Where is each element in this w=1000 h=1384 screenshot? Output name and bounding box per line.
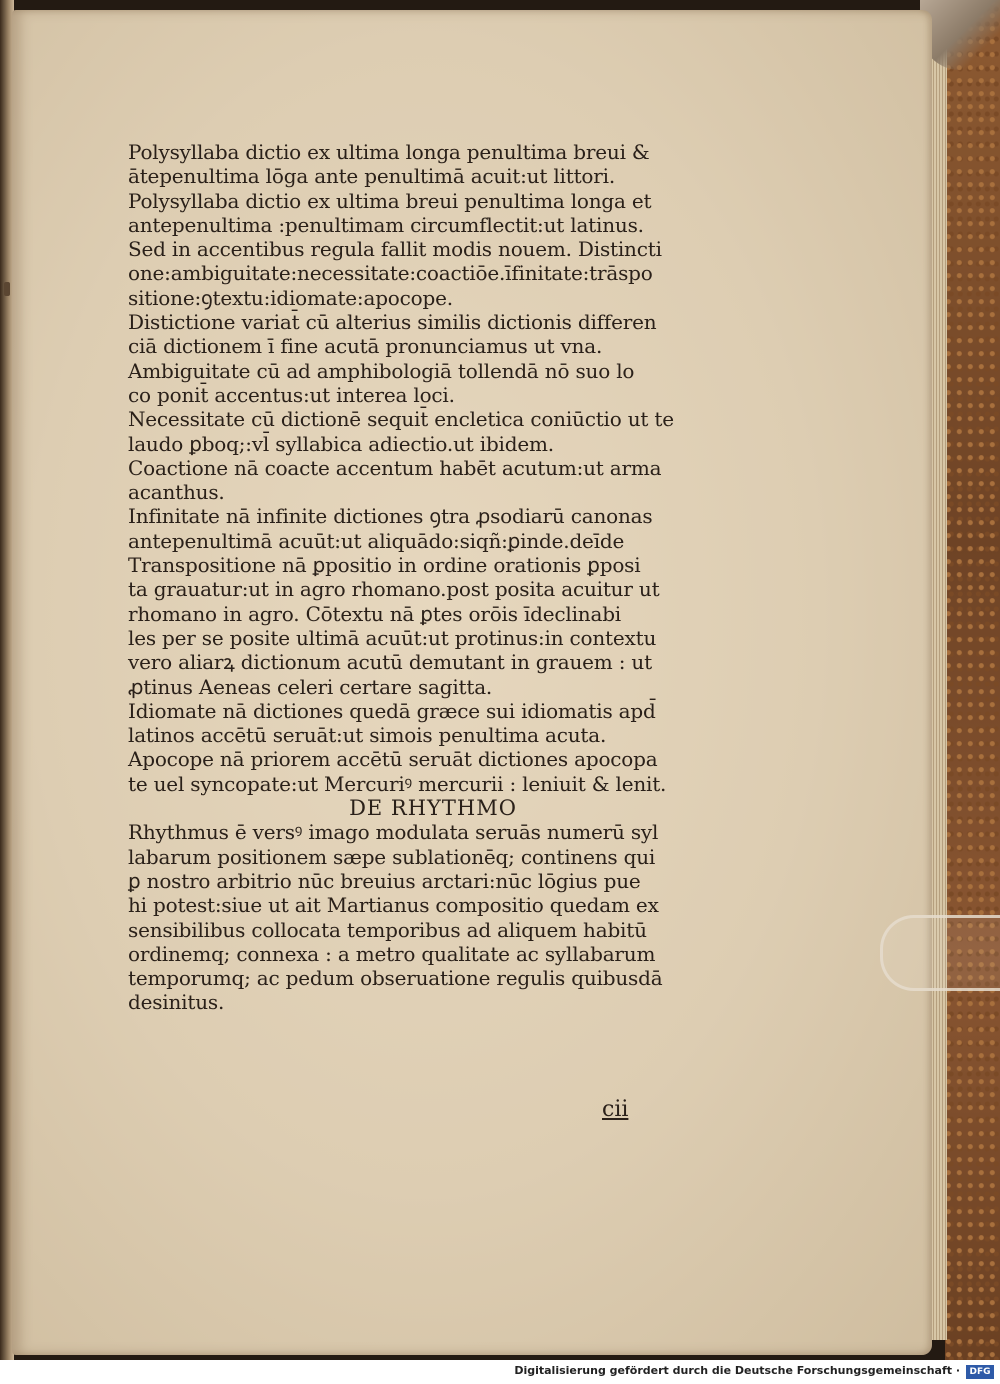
page-clip — [880, 915, 1000, 991]
left-margin-mark — [4, 282, 10, 296]
text-line: Idiomate nā dictiones quedā græce sui idiomatis apd̄ — [128, 698, 656, 723]
text-line: temporumq; ac pedum obseruatione regulis quibusdā — [128, 966, 663, 991]
text-line: Coactione nā coacte accentum habēt acutum:ut arma — [128, 455, 662, 480]
text-line: Distictione variat̄ cū alterius similis dictionis differen — [128, 310, 657, 335]
text-line: ꝓtinus Aeneas celeri certare sagitta. — [128, 674, 493, 699]
text-line: les per se posite ultimā acuūt:ut protinus:in contextu — [128, 625, 657, 650]
text-line: ordinemq; connexa : a metro qualitate ac syllabarum — [128, 941, 656, 966]
text-line: ātepenultima lōga ante penultimā acuit:ut littori. — [128, 164, 615, 189]
text-line: sitione:ꝯtextu:idiomate:apocope. — [128, 285, 453, 310]
text-line: co ponit̄ accentus:ut interea loci. — [128, 382, 455, 407]
text-line: Polysyllaba dictio ex ultima breui penultima longa et — [128, 188, 652, 213]
text-line: Transpositione nā ꝑpositio in ordine orationis ꝑposi — [128, 553, 641, 578]
text-line: acanthus. — [128, 480, 225, 505]
text-line: Necessitate cū dictionē sequit̄ encletica coniūctio ut te — [128, 407, 674, 432]
cover-corner — [920, 0, 1000, 70]
text-line: desinitus. — [128, 990, 225, 1015]
text-line: te uel syncopate:ut Mercuriꝰ mercurii : leniuit & lenit. — [128, 771, 667, 796]
text-line: latinos accētū seruāt:ut simois penultima acuta. — [128, 723, 607, 748]
text-line: sensibilibus collocata temporibus ad aliquem habitū — [128, 917, 647, 942]
text-line: Infinitate nā infinite dictiones ꝯtra ꝓsodiarū canonas — [128, 504, 653, 529]
text-line: Ambiguitate cū ad amphibologiā tollendā nō suo lo — [128, 358, 635, 383]
text-line: ta grauatur:ut in agro rhomano.post posita acuitur ut — [128, 577, 660, 602]
footer-credit: Digitalisierung gefördert durch die Deutsche Forschungsgemeinschaft · — [514, 1364, 960, 1377]
text-line: Sed in accentibus regula fallit modis nouem. Distincti — [128, 237, 662, 262]
text-line: vero aliarꝝ dictionum acutū demutant in grauem : ut — [128, 650, 652, 675]
text-line: Apocope nā priorem accētū seruāt dictiones apocopa — [128, 747, 658, 772]
text-line: ciā dictionem ī fine acutā pronunciamus ut vna. — [128, 334, 603, 359]
main-text — [128, 140, 708, 1015]
text-line: antepenultimā acuūt:ut aliquādo:siqñ:ꝑinde.deīde — [128, 528, 625, 553]
section-heading: DE RHYTHMO — [349, 796, 517, 821]
book-cover-board — [945, 0, 1000, 1360]
text-line: Polysyllaba dictio ex ultima longa penultima breui & — [128, 140, 650, 164]
text-line: rhomano in agro. Cōtextu nā ꝑtes orōis īdeclinabi — [128, 601, 621, 626]
signature-mark: cii — [602, 1097, 629, 1122]
text-line: ꝑ nostro arbitrio nūc breuius arctari:nūc lōgius pue — [128, 868, 641, 893]
text-line: laudo ꝑboq;:vl̄ syllabica adiectio.ut ibidem. — [128, 431, 554, 456]
text-line: one:ambiguitate:necessitate:coactiōe.īfinitate:trāspo — [128, 261, 653, 286]
footer-bar — [0, 1360, 1000, 1384]
text-line: Rhythmus ē versꝰ imago modulata seruās numerū syl — [128, 820, 659, 845]
dfg-logo: DFG — [966, 1365, 994, 1379]
text-line: hi potest:siue ut ait Martianus compositio quedam ex — [128, 893, 659, 918]
text-line: labarum positionem sæpe sublationēq; continens qui — [128, 844, 656, 869]
text-line: antepenultima :penultimam circumflectit:ut latinus. — [128, 212, 644, 237]
